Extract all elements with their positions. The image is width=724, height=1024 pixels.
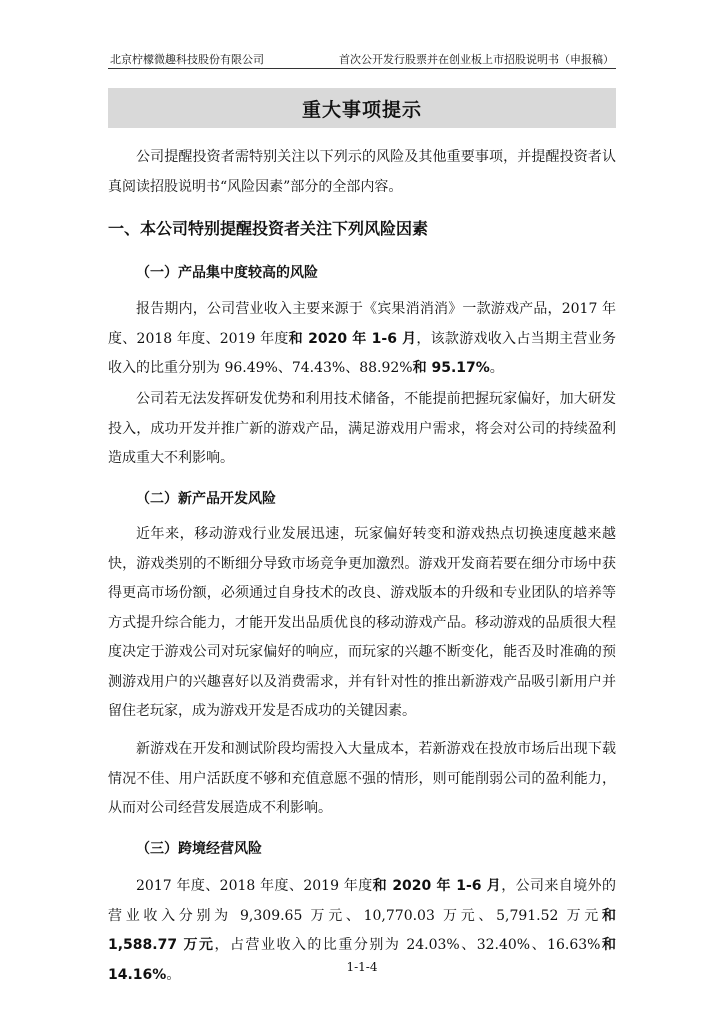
header-company: 北京柠檬微趣科技股份有限公司 — [110, 53, 264, 66]
bold-run: 和 14.16% — [108, 937, 616, 983]
text-run: ，该款游戏收入占当期主营业务收入的比重分别为 96.49%、74.43%、88.92% — [108, 330, 616, 376]
paragraph-new-product-1: 近年来，移动游戏行业发展迅速，玩家偏好转变和游戏热点切换速度越来越快，游戏类别的不断细分导致市场竞争更加激烈。游戏开发商若要在细分市场中获得更高市场份额，必须通过自身技术的改良、游戏版本的升级和专业团队的培养等方式提升综合能力，才能开发出品质优良的移动游戏产品。移动游戏的品质很大程度决定于游戏公司对玩家偏好的响应，而玩家的兴趣不断变化，能否及时准确的预测游戏用户的兴趣喜好以及消费需求，并有针对性的推出新游戏产品吸引新用户并留住老玩家，成为游戏开发是否成功的关键因素。 — [108, 526, 616, 719]
paragraph-product-concentration — [108, 295, 616, 384]
intro-paragraph: 公司提醒投资者需特别关注以下列示的风险及其他重要事项，并提醒投资者认真阅读招股说明书“风险因素”部分的全部内容。 — [108, 149, 616, 195]
page-title: 重大事项提示 — [108, 88, 616, 128]
text-run: 。 — [166, 966, 181, 983]
text-run: ，占营业收入的比重分别为 24.03%、32.40%、16.63% — [214, 937, 601, 953]
header-doc-title: 首次公开发行股票并在创业板上市招股说明书（申报稿） — [339, 53, 614, 66]
bold-run: 和 2020 年 1-6 月 — [288, 330, 417, 347]
text-run: 报告期内，公司营业收入主要来源于《宾果消消消》一款游戏产品，2017 年度、2018 年度、2019 年度 — [108, 301, 616, 347]
subsection-heading-3: （三）跨境经营风险 — [136, 841, 262, 857]
bold-run: 和 2020 年 1-6 月 — [372, 878, 502, 894]
text-run: ，公司来自境外的营业收入分别为 9,309.65 万元、10,770.03 万元、5,791.52 万元 — [108, 878, 616, 924]
paragraph-new-product-2: 新游戏在开发和测试阶段均需投入大量成本，若新游戏在投放市场后出现下载情况不佳、用户活跃度不够和充值意愿不强的情形，则可能削弱公司的盈利能力，从而对公司经营发展造成不利影响。 — [108, 741, 616, 816]
text-run: 2017 年度、2018 年度、2019 年度 — [136, 878, 373, 894]
paragraph-rd-risk: 公司若无法发挥研发优势和利用技术储备，不能提前把握玩家偏好，加大研发投入，成功开发并推广新的游戏产品，满足游戏用户需求，将会对公司的持续盈利造成重大不利影响。 — [108, 391, 616, 466]
page-number: 1-1-4 — [346, 960, 378, 974]
page-header — [108, 50, 616, 69]
bold-run: 和 95.17% — [412, 360, 490, 376]
subsection-heading-1: （一）产品集中度较高的风险 — [136, 265, 318, 281]
text-run: 。 — [489, 360, 504, 376]
section-heading-1: 一、本公司特别提醒投资者关注下列风险因素 — [108, 219, 429, 238]
subsection-heading-2: （二）新产品开发风险 — [136, 491, 276, 507]
bold-run: 和 1,588.77 万元 — [108, 907, 616, 953]
